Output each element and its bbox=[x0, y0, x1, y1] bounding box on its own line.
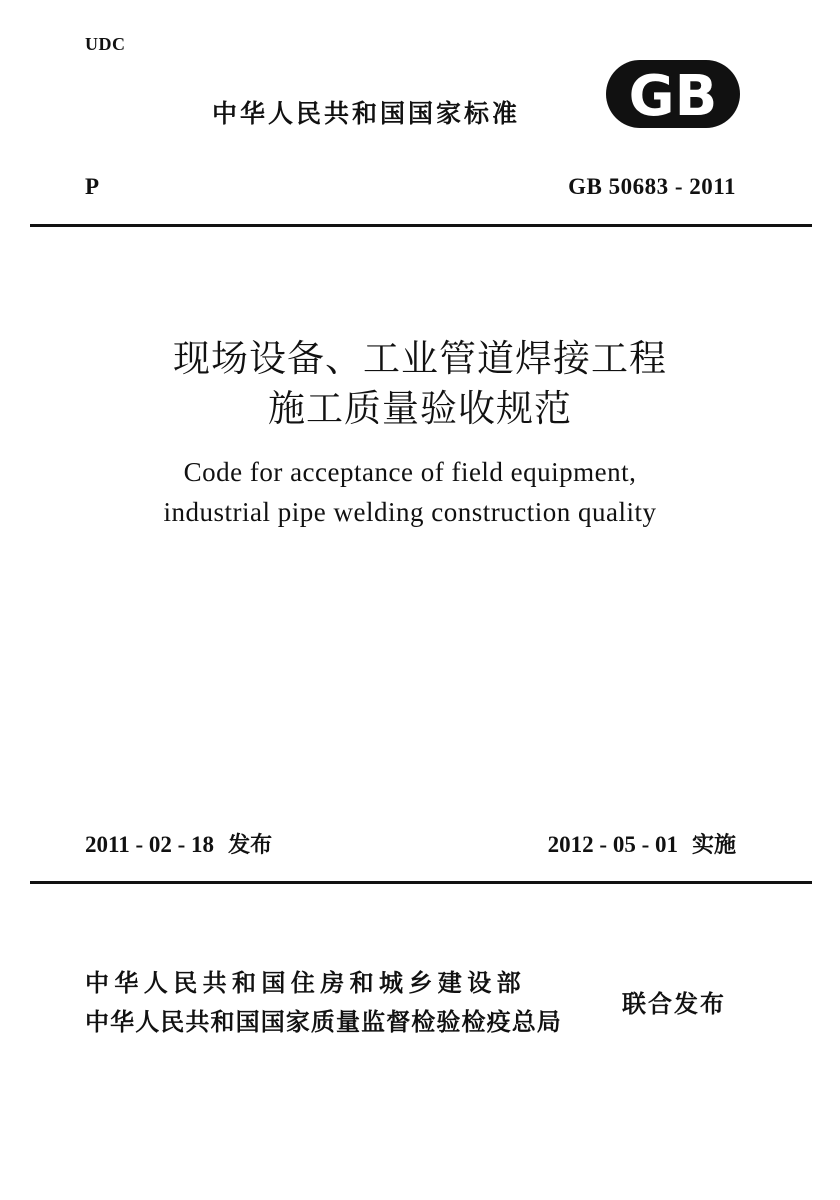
publisher-dept-1: 中华人民共和国住房和城乡建设部 bbox=[85, 969, 526, 997]
joint-publish-label: 联合发布 bbox=[622, 990, 726, 1018]
publisher-dept-2: 中华人民共和国国家质量监督检验检疫总局 bbox=[85, 1008, 562, 1036]
udc-label: UDC bbox=[85, 34, 126, 54]
title-english bbox=[0, 452, 820, 532]
title-chinese-line-2: 施工质量验收规范 bbox=[268, 387, 572, 430]
implement-info bbox=[548, 828, 736, 859]
implement-date: 2012 - 05 - 01 bbox=[547, 832, 678, 857]
standard-number: GB 50683 - 2011 bbox=[568, 174, 736, 199]
title-english-line-2: industrial pipe welding construction quality bbox=[163, 497, 657, 527]
gb-logo-icon bbox=[606, 60, 740, 128]
title-chinese-line-1: 现场设备、工业管道焊接工程 bbox=[173, 337, 667, 380]
title-english-line-1: Code for acceptance of field equipment, bbox=[183, 457, 637, 487]
standard-category: 中华人民共和国国家标准 bbox=[212, 99, 521, 128]
bottom-divider bbox=[30, 881, 812, 884]
issue-info bbox=[85, 828, 272, 859]
implement-label: 实施 bbox=[691, 833, 736, 858]
issue-label: 发布 bbox=[228, 833, 273, 858]
gb-logo-text: GB bbox=[628, 64, 718, 128]
title-chinese bbox=[0, 334, 840, 434]
top-divider bbox=[30, 224, 812, 227]
classification-code: P bbox=[85, 174, 100, 199]
issue-date: 2011 - 02 - 18 bbox=[85, 832, 215, 857]
